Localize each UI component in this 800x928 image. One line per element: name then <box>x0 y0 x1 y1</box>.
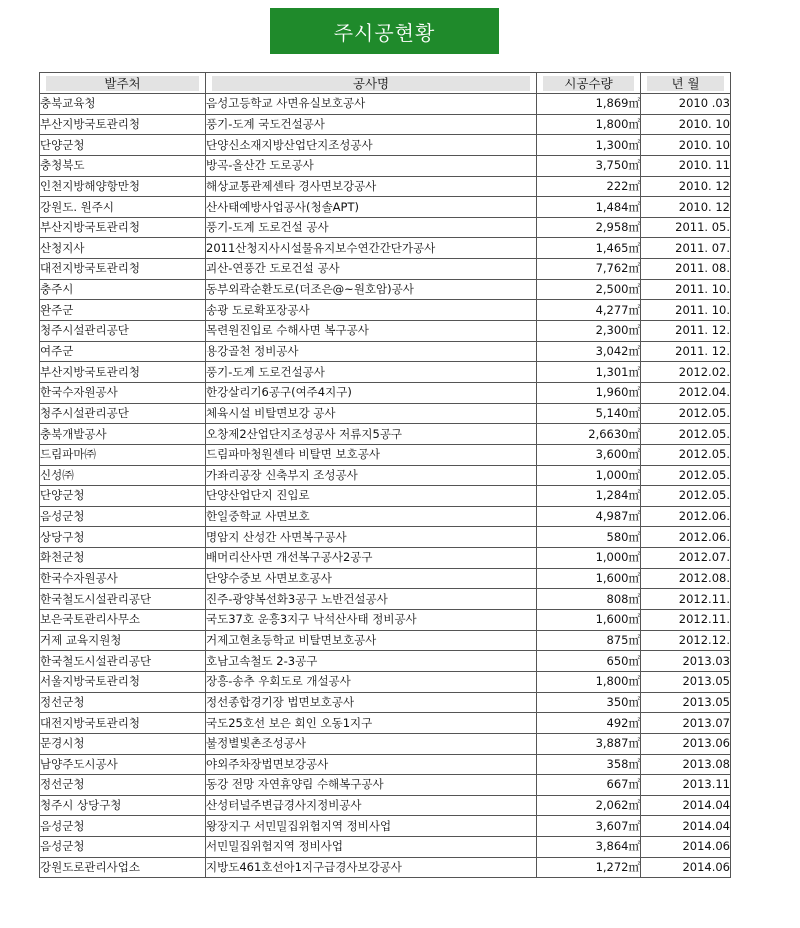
table-row <box>40 238 731 259</box>
cell-date: 2011. 12. <box>641 341 731 362</box>
cell-date: 2011. 08. <box>641 259 731 280</box>
cell-date: 2010. 10 <box>641 114 731 135</box>
cell-project: 장흥-송추 우회도로 개설공사 <box>206 671 537 692</box>
table-row <box>40 775 731 796</box>
cell-date: 2010. 10 <box>641 135 731 156</box>
cell-quantity: 3,887㎡ <box>537 733 641 754</box>
cell-client: 충북개발공사 <box>40 424 206 445</box>
cell-date: 2014.06 <box>641 857 731 878</box>
cell-client: 한국수자원공사 <box>40 568 206 589</box>
table-row <box>40 568 731 589</box>
table-row <box>40 197 731 218</box>
cell-quantity: 2,958㎡ <box>537 217 641 238</box>
cell-date: 2012.04. <box>641 382 731 403</box>
table-row <box>40 279 731 300</box>
cell-date: 2012.06. <box>641 527 731 548</box>
header-client: 발주처 <box>40 73 206 94</box>
cell-project: 송광 도로확포장공사 <box>206 300 537 321</box>
table-row <box>40 321 731 342</box>
cell-date: 2012.11. <box>641 589 731 610</box>
table-row <box>40 176 731 197</box>
table-row <box>40 671 731 692</box>
cell-date: 2012.08. <box>641 568 731 589</box>
cell-client: 단양군청 <box>40 486 206 507</box>
cell-date: 2012.12. <box>641 630 731 651</box>
cell-client: 음성군청 <box>40 837 206 858</box>
cell-date: 2011. 07. <box>641 238 731 259</box>
table-row <box>40 527 731 548</box>
cell-client: 상당구청 <box>40 527 206 548</box>
cell-quantity: 2,062㎡ <box>537 795 641 816</box>
cell-quantity: 1,301㎡ <box>537 362 641 383</box>
table-row <box>40 217 731 238</box>
cell-client: 한국철도시설관리공단 <box>40 589 206 610</box>
construction-table <box>39 72 731 878</box>
cell-quantity: 2,6630㎡ <box>537 424 641 445</box>
cell-client: 청주시 상당구청 <box>40 795 206 816</box>
cell-client: 강원도. 원주시 <box>40 197 206 218</box>
cell-project: 해상교통관제센타 경사면보강공사 <box>206 176 537 197</box>
table-row <box>40 114 731 135</box>
cell-quantity: 1,284㎡ <box>537 486 641 507</box>
cell-project: 산사태예방사업공사(청솔APT) <box>206 197 537 218</box>
cell-date: 2012.07. <box>641 548 731 569</box>
table-row <box>40 754 731 775</box>
cell-client: 음성군청 <box>40 506 206 527</box>
cell-quantity: 1,000㎡ <box>537 465 641 486</box>
cell-date: 2013.06 <box>641 733 731 754</box>
cell-client: 거제 교육지원청 <box>40 630 206 651</box>
cell-quantity: 222㎡ <box>537 176 641 197</box>
cell-quantity: 3,600㎡ <box>537 444 641 465</box>
cell-quantity: 1,960㎡ <box>537 382 641 403</box>
cell-quantity: 4,277㎡ <box>537 300 641 321</box>
table-row <box>40 362 731 383</box>
cell-client: 단양군청 <box>40 135 206 156</box>
cell-project: 동강 전망 자연휴양림 수해복구공사 <box>206 775 537 796</box>
table-row <box>40 857 731 878</box>
cell-quantity: 4,987㎡ <box>537 506 641 527</box>
cell-client: 한국철도시설관리공단 <box>40 651 206 672</box>
cell-project: 한일중학교 사면보호 <box>206 506 537 527</box>
table-row <box>40 692 731 713</box>
table-row <box>40 651 731 672</box>
cell-project: 용강골천 정비공사 <box>206 341 537 362</box>
cell-client: 완주군 <box>40 300 206 321</box>
cell-date: 2011. 10. <box>641 279 731 300</box>
table-body <box>40 94 731 878</box>
cell-client: 충청북도 <box>40 155 206 176</box>
cell-project: 거제고현초등학교 비탈면보호공사 <box>206 630 537 651</box>
header-quantity: 시공수량 <box>537 73 641 94</box>
table-row <box>40 135 731 156</box>
page-title: 주시공현황 <box>270 8 499 54</box>
cell-date: 2014.04 <box>641 795 731 816</box>
table-row <box>40 795 731 816</box>
table-row <box>40 300 731 321</box>
cell-date: 2014.06 <box>641 837 731 858</box>
table-row <box>40 94 731 115</box>
cell-project: 2011산청지사시설물유지보수연간간단가공사 <box>206 238 537 259</box>
cell-project: 동부외곽순환도로(더조은@~원호암)공사 <box>206 279 537 300</box>
cell-date: 2013.08 <box>641 754 731 775</box>
cell-quantity: 3,042㎡ <box>537 341 641 362</box>
table-row <box>40 506 731 527</box>
table-row <box>40 382 731 403</box>
cell-client: 보은국토관리사무소 <box>40 610 206 631</box>
cell-date: 2012.06. <box>641 506 731 527</box>
table-row <box>40 630 731 651</box>
cell-quantity: 1,000㎡ <box>537 548 641 569</box>
cell-project: 불정별빛촌조성공사 <box>206 733 537 754</box>
cell-project: 음성고등학교 사면유실보호공사 <box>206 94 537 115</box>
cell-date: 2012.11. <box>641 610 731 631</box>
cell-project: 드림파마청원센타 비탈면 보호공사 <box>206 444 537 465</box>
cell-date: 2011. 12. <box>641 321 731 342</box>
table-header-row <box>40 73 731 94</box>
cell-date: 2013.05 <box>641 692 731 713</box>
cell-project: 호남고속철도 2-3공구 <box>206 651 537 672</box>
cell-quantity: 650㎡ <box>537 651 641 672</box>
cell-project: 지방도461호선아1지구급경사보강공사 <box>206 857 537 878</box>
cell-project: 서민밀집위험지역 정비사업 <box>206 837 537 858</box>
cell-project: 풍기-도계 국도건설공사 <box>206 114 537 135</box>
cell-quantity: 1,800㎡ <box>537 671 641 692</box>
cell-client: 부산지방국토관리청 <box>40 217 206 238</box>
cell-date: 2012.05. <box>641 465 731 486</box>
cell-quantity: 7,762㎡ <box>537 259 641 280</box>
table-row <box>40 837 731 858</box>
cell-quantity: 5,140㎡ <box>537 403 641 424</box>
table-row <box>40 465 731 486</box>
table-row <box>40 341 731 362</box>
cell-project: 왕장지구 서민밀집위험지역 정비사업 <box>206 816 537 837</box>
cell-client: 부산지방국토관리청 <box>40 114 206 135</box>
cell-quantity: 667㎡ <box>537 775 641 796</box>
cell-client: 산청지사 <box>40 238 206 259</box>
table-row <box>40 548 731 569</box>
cell-quantity: 3,750㎡ <box>537 155 641 176</box>
cell-date: 2012.05. <box>641 424 731 445</box>
cell-client: 인천지방해양항만청 <box>40 176 206 197</box>
header-project: 공사명 <box>206 73 537 94</box>
cell-client: 대전지방국토관리청 <box>40 713 206 734</box>
table-row <box>40 610 731 631</box>
cell-date: 2013.05 <box>641 671 731 692</box>
cell-date: 2011. 10. <box>641 300 731 321</box>
cell-project: 정선종합경기장 법면보호공사 <box>206 692 537 713</box>
cell-date: 2010 .03 <box>641 94 731 115</box>
cell-client: 정선군청 <box>40 692 206 713</box>
cell-quantity: 350㎡ <box>537 692 641 713</box>
cell-client: 서울지방국토관리청 <box>40 671 206 692</box>
cell-project: 풍기-도계 도로건설공사 <box>206 362 537 383</box>
cell-date: 2013.11 <box>641 775 731 796</box>
cell-client: 남양주도시공사 <box>40 754 206 775</box>
cell-project: 단양산업단지 진입로 <box>206 486 537 507</box>
cell-project: 단양수중보 사면보호공사 <box>206 568 537 589</box>
cell-quantity: 358㎡ <box>537 754 641 775</box>
cell-client: 음성군청 <box>40 816 206 837</box>
cell-date: 2012.05. <box>641 486 731 507</box>
cell-client: 청주시설관리공단 <box>40 403 206 424</box>
cell-project: 한강살리기6공구(여주4지구) <box>206 382 537 403</box>
cell-quantity: 1,600㎡ <box>537 610 641 631</box>
cell-project: 진주-광양복선화3공구 노반건설공사 <box>206 589 537 610</box>
cell-project: 국도25호선 보은 회인 오동1지구 <box>206 713 537 734</box>
cell-quantity: 3,864㎡ <box>537 837 641 858</box>
cell-project: 산성터널주변급경사지정비공사 <box>206 795 537 816</box>
cell-quantity: 875㎡ <box>537 630 641 651</box>
cell-project: 단양신소재지방산업단지조성공사 <box>206 135 537 156</box>
cell-date: 2012.05. <box>641 444 731 465</box>
cell-client: 부산지방국토관리청 <box>40 362 206 383</box>
table-row <box>40 589 731 610</box>
cell-quantity: 808㎡ <box>537 589 641 610</box>
table-row <box>40 424 731 445</box>
cell-client: 충북교육청 <box>40 94 206 115</box>
table-row <box>40 816 731 837</box>
cell-project: 야외주차장법면보강공사 <box>206 754 537 775</box>
cell-client: 여주군 <box>40 341 206 362</box>
cell-client: 청주시설관리공단 <box>40 321 206 342</box>
header-date: 년 월 <box>641 73 731 94</box>
cell-client: 충주시 <box>40 279 206 300</box>
cell-quantity: 2,300㎡ <box>537 321 641 342</box>
table-row <box>40 486 731 507</box>
table-row <box>40 403 731 424</box>
cell-client: 화천군청 <box>40 548 206 569</box>
cell-date: 2014.04 <box>641 816 731 837</box>
cell-project: 오창제2산업단지조성공사 저류지5공구 <box>206 424 537 445</box>
table-row <box>40 444 731 465</box>
cell-quantity: 1,465㎡ <box>537 238 641 259</box>
table-row <box>40 155 731 176</box>
cell-quantity: 3,607㎡ <box>537 816 641 837</box>
cell-client: 문경시청 <box>40 733 206 754</box>
cell-date: 2010. 12 <box>641 176 731 197</box>
cell-date: 2012.05. <box>641 403 731 424</box>
table-row <box>40 259 731 280</box>
cell-date: 2012.02. <box>641 362 731 383</box>
cell-quantity: 1,600㎡ <box>537 568 641 589</box>
cell-date: 2010. 12 <box>641 197 731 218</box>
cell-client: 강원도로관리사업소 <box>40 857 206 878</box>
cell-project: 괴산-연풍간 도로건설 공사 <box>206 259 537 280</box>
cell-client: 드림파마㈜ <box>40 444 206 465</box>
cell-project: 체육시설 비탈면보강 공사 <box>206 403 537 424</box>
cell-date: 2013.07 <box>641 713 731 734</box>
cell-quantity: 580㎡ <box>537 527 641 548</box>
cell-quantity: 1,484㎡ <box>537 197 641 218</box>
cell-project: 배머리산사면 개선복구공사2공구 <box>206 548 537 569</box>
cell-project: 방곡-올산간 도로공사 <box>206 155 537 176</box>
cell-quantity: 1,272㎡ <box>537 857 641 878</box>
cell-project: 명암지 산성간 사면복구공사 <box>206 527 537 548</box>
cell-date: 2010. 11 <box>641 155 731 176</box>
table-row <box>40 733 731 754</box>
cell-project: 가좌리공장 신축부지 조성공사 <box>206 465 537 486</box>
cell-client: 신성㈜ <box>40 465 206 486</box>
cell-client: 정선군청 <box>40 775 206 796</box>
table-row <box>40 713 731 734</box>
cell-date: 2011. 05. <box>641 217 731 238</box>
cell-client: 한국수자원공사 <box>40 382 206 403</box>
cell-quantity: 1,869㎡ <box>537 94 641 115</box>
cell-quantity: 2,500㎡ <box>537 279 641 300</box>
cell-project: 국도37호 운흥3지구 낙석산사태 정비공사 <box>206 610 537 631</box>
cell-client: 대전지방국토관리청 <box>40 259 206 280</box>
cell-date: 2013.03 <box>641 651 731 672</box>
cell-quantity: 1,300㎡ <box>537 135 641 156</box>
cell-quantity: 492㎡ <box>537 713 641 734</box>
cell-project: 목련원진입로 수해사면 복구공사 <box>206 321 537 342</box>
cell-quantity: 1,800㎡ <box>537 114 641 135</box>
cell-project: 풍기-도계 도로건설 공사 <box>206 217 537 238</box>
